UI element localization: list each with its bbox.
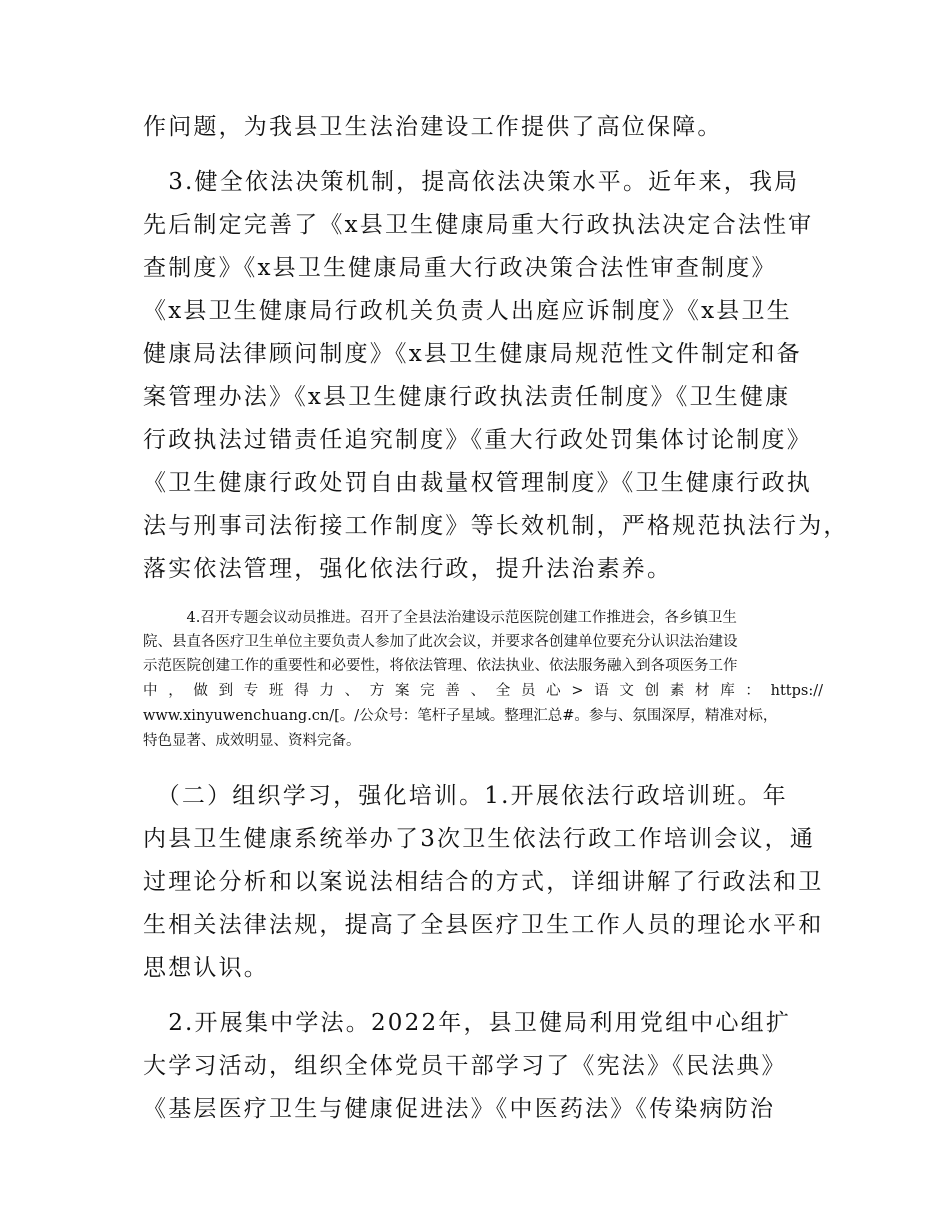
- small-paragraph-line: 院、县直各医疗卫生单位主要负责人参加了此次会议，并要求各创建单位要充分认识法治建设: [143, 634, 738, 650]
- paragraph-line: 3.健全依法决策机制，提高依法决策水平。近年来，我局: [143, 169, 800, 195]
- paragraph-line: 思想认识。: [143, 955, 269, 981]
- paragraph-line: 查制度》《x县卫生健康局重大行政决策合法性审查制度》: [143, 255, 777, 281]
- small-paragraph-line: www.xinyuwenchuang.cn/[。/公众号：笔杆子星域。整理汇总#。参与、氛围深厚，精准对标，: [143, 708, 778, 724]
- small-paragraph-line: 4.召开专题会议动员推进。召开了全县法治建设示范医院创建工作推进会，各乡镇卫生: [143, 610, 737, 626]
- small-paragraph-line: 示范医院创建工作的重要性和必要性，将依法管理、依法执业、依法服务融入到各项医务工作: [143, 658, 738, 674]
- paragraph-line: 《卫生健康行政处罚自由裁量权管理制度》《卫生健康行政执: [143, 470, 812, 496]
- paragraph-line: （二）组织学习，强化培训。1.开展依法行政培训班。年: [143, 783, 788, 809]
- paragraph-line: 法与刑事司法衔接工作制度》等长效机制，严格规范执法行为，: [143, 513, 849, 539]
- paragraph-line: 《x县卫生健康局行政机关负责人出庭应诉制度》《x县卫生: [143, 298, 792, 324]
- small-paragraph-line: 特色显著、成效明显、资料完备。: [143, 733, 361, 749]
- paragraph-line: 行政执法过错责任追究制度》《重大行政处罚集体讨论制度》: [143, 427, 812, 453]
- paragraph-line: 《基层医疗卫生与健康促进法》《中医药法》《传染病防治: [143, 1096, 776, 1122]
- paragraph-line: 作问题，为我县卫生法治建设工作提供了高位保障。: [143, 114, 723, 140]
- paragraph-line: 大学习活动，组织全体党员干部学习了《宪法》《民法典》: [143, 1053, 787, 1079]
- paragraph-line: 内县卫生健康系统举办了3次卫生依法行政工作培训会议，通: [143, 826, 816, 852]
- small-paragraph-line: 中，做到专班得力、方案完善、全员心>语文创素材库：https://: [143, 683, 823, 699]
- paragraph-line: 过理论分析和以案说法相结合的方式，详细讲解了行政法和卫: [143, 869, 824, 895]
- paragraph-line: 生相关法律法规，提高了全县医疗卫生工作人员的理论水平和: [143, 912, 824, 938]
- paragraph-line: 落实依法管理，强化依法行政，提升法治素养。: [143, 556, 673, 582]
- paragraph-line: 案管理办法》《x县卫生健康行政执法责任制度》《卫生健康: [143, 384, 791, 410]
- paragraph-line: 2.开展集中学法。2022年，县卫健局利用党组中心组扩: [143, 1010, 792, 1036]
- paragraph-line: 健康局法律顾问制度》《x县卫生健康局规范性文件制定和备: [143, 341, 802, 367]
- paragraph-line: 先后制定完善了《x县卫生健康局重大行政执法决定合法性审: [143, 212, 814, 238]
